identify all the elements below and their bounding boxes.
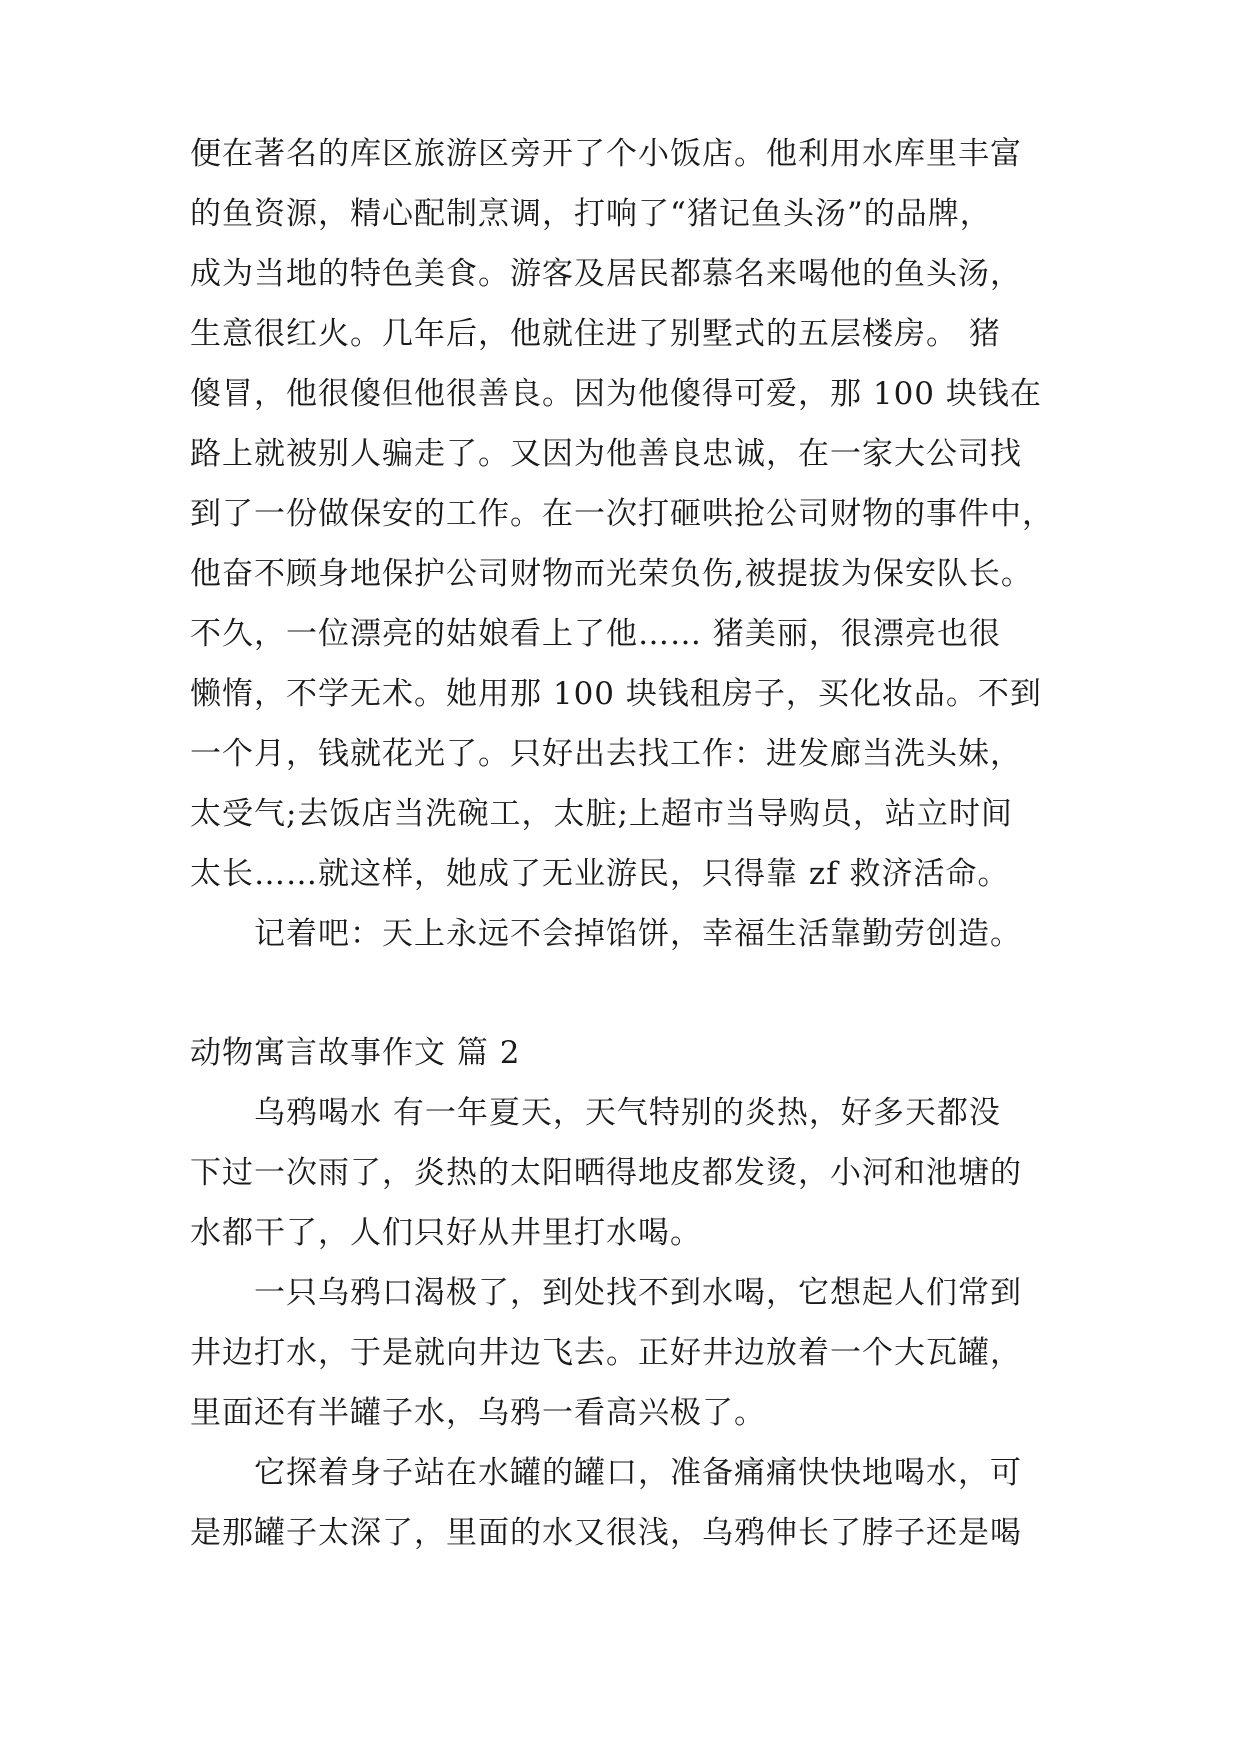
text-line: 他奋不顾身地保护公司财物而光荣负伤,被提拔为保安队长。 xyxy=(190,556,1033,592)
text-line: 一个月，钱就花光了。只好出去找工作：进发廊当洗头妹， xyxy=(190,736,1022,772)
story-1-paragraph xyxy=(190,124,1054,964)
text-line: 水都干了，人们只好从井里打水喝。 xyxy=(190,1215,702,1251)
text-line: 不久，一位漂亮的姑娘看上了他…… 猪美丽，很漂亮也很 xyxy=(190,616,1001,652)
text-line: 成为当地的特色美食。游客及居民都慕名来喝他的鱼头汤， xyxy=(190,256,1022,292)
story-2-body xyxy=(190,1083,1050,1563)
text-line: 傻冒，他很傻但他很善良。因为他傻得可爱，那 100 块钱在 xyxy=(190,376,1042,412)
text-line: 太受气;去饭店当洗碗工，太脏;上超市当导购员，站立时间 xyxy=(190,796,1013,832)
text-line: 路上就被别人骗走了。又因为他善良忠诚，在一家大公司找 xyxy=(190,436,1022,472)
text-line: 便在著名的库区旅游区旁开了个小饭店。他利用水库里丰富 xyxy=(190,136,1022,172)
section-heading: 动物寓言故事作文 篇 2 xyxy=(190,1035,521,1071)
text-line: 下过一次雨了，炎热的太阳晒得地皮都发烫，小河和池塘的 xyxy=(190,1155,1022,1191)
text-line: 太长……就这样，她成了无业游民，只得靠 zf 救济活命。 xyxy=(190,856,1010,892)
text-line: 生意很红火。几年后，他就住进了别墅式的五层楼房。 猪 xyxy=(190,316,1001,352)
text-line: 一只乌鸦口渴极了，到处找不到水喝，它想起人们常到 xyxy=(254,1275,1022,1311)
section-heading-block xyxy=(190,1023,1050,1083)
text-line: 它探着身子站在水罐的罐口，准备痛痛快快地喝水，可 xyxy=(254,1455,1022,1491)
text-line: 的鱼资源，精心配制烹调，打响了“猪记鱼头汤”的品牌， xyxy=(190,196,992,232)
text-line: 乌鸦喝水 有一年夏天，天气特别的炎热，好多天都没 xyxy=(254,1095,1001,1131)
text-line: 井边打水，于是就向井边飞去。正好井边放着一个大瓦罐， xyxy=(190,1335,1022,1371)
text-line: 懒惰，不学无术。她用那 100 块钱租房子，买化妆品。不到 xyxy=(190,676,1042,712)
text-line: 是那罐子太深了，里面的水又很浅，乌鸦伸长了脖子还是喝 xyxy=(190,1515,1022,1551)
text-line: 到了一份做保安的工作。在一次打砸哄抢公司财物的事件中， xyxy=(190,496,1054,532)
moral-line: 记着吧：天上永远不会掉馅饼，幸福生活靠勤劳创造。 xyxy=(254,916,1022,952)
text-line: 里面还有半罐子水，乌鸦一看高兴极了。 xyxy=(190,1395,766,1431)
